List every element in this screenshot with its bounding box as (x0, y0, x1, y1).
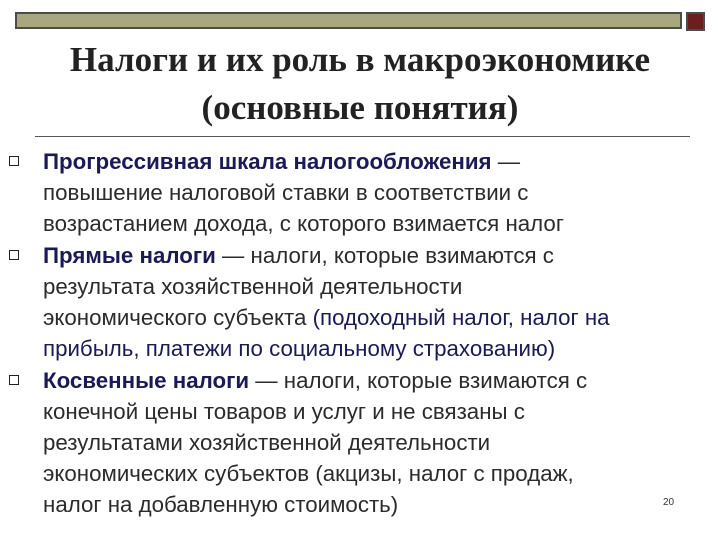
term-progressive-scale: Прогрессивная шкала налогообложения (43, 149, 492, 174)
examples-text: (подоходный налог, налог на (312, 305, 610, 330)
item-text: экономических субъектов (акцизы, налог с продаж, (43, 461, 574, 486)
item-text: возрастанием дохода, с которого взимается налог (43, 211, 564, 236)
header-accent-square (686, 12, 705, 31)
title-divider (35, 136, 690, 137)
list-item-progressive-scale (0, 146, 720, 239)
item-text: налог на добавленную стоимость) (43, 492, 399, 517)
item-text: — налоги, которые взимаются с (249, 368, 588, 393)
item-text: результата хозяйственной деятельности (43, 274, 463, 299)
title-line-2: (основные понятия) (201, 88, 519, 127)
item-text: результатами хозяйственной деятельности (43, 430, 491, 455)
definition-list (0, 146, 720, 521)
list-item-direct-taxes (0, 240, 720, 364)
square-bullet-icon (9, 375, 19, 385)
item-text: конечной цены товаров и услуг и не связаны с (43, 399, 525, 424)
item-text: — налоги, которые взимаются с (215, 243, 554, 268)
term-indirect-taxes: Косвенные налоги (43, 368, 250, 393)
title-line-1: Налоги и их роль в макроэкономике (69, 40, 651, 79)
square-bullet-icon (9, 250, 19, 260)
square-bullet-icon (9, 156, 19, 166)
term-direct-taxes: Прямые налоги (43, 243, 216, 268)
examples-text: прибыль, платежи по социальному страхованию) (43, 336, 556, 361)
page-number: 20 (663, 497, 675, 508)
header-bar (15, 12, 682, 29)
list-item-indirect-taxes (0, 365, 720, 520)
item-text: экономического субъекта (43, 305, 313, 330)
slide-title (18, 36, 702, 132)
item-text: — (491, 149, 521, 174)
item-text: повышение налоговой ставки в соответствии с (43, 180, 529, 205)
